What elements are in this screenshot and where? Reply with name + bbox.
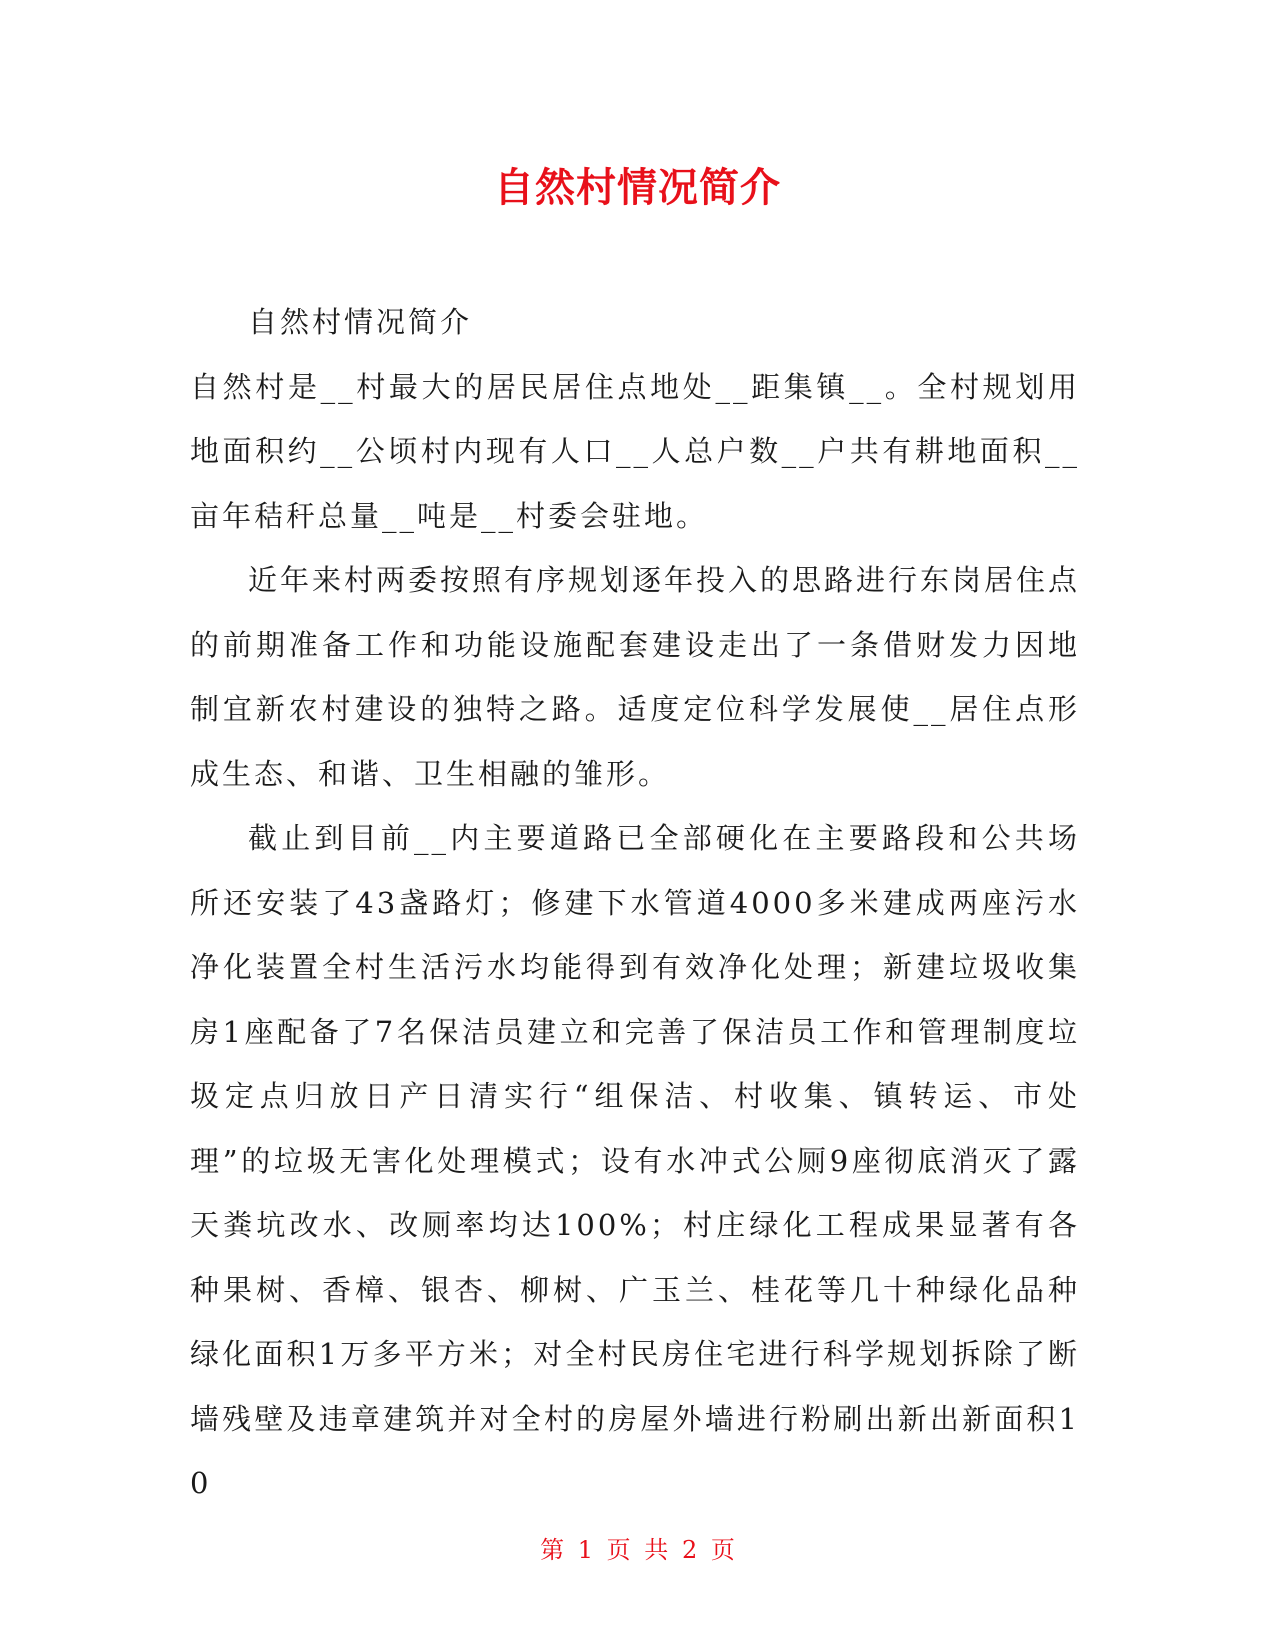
document-subtitle: 自然村情况简介 xyxy=(248,305,473,339)
document-body xyxy=(190,290,1080,1516)
document-title: 自然村情况简介 xyxy=(494,165,781,211)
page-number-footer: 第 1 页 共 2 页 xyxy=(540,1536,735,1564)
paragraph-planning: 近年来村两委按照有序规划逐年投入的思路进行东岗居住点的前期准备工作和功能设施配套建设走出了一条借财发力因地制宜新农村建设的独特之路。适度定位科学发展使__居住点形成生态、和谐、卫生相融的雏形。 xyxy=(190,563,1081,791)
paragraph-achievements: 截止到目前__内主要道路已全部硬化在主要路段和公共场所还安装了43盏路灯；修建下水管道4000多米建成两座污水净化装置全村生活污水均能得到有效净化处理；新建垃圾收集房1座配备了7名保洁员建立和完善了保洁员工作和管理制度垃圾定点归放日产日清实行“组保洁、村收集、镇转运、市处理”的垃圾无害化处理模式；设有水冲式公厕9座彻底消灭了露天粪坑改水、改厕率均达100%；村庄绿化工程成果显著有各种果树、香樟、银杏、柳树、广玉兰、桂花等几十种绿化品种绿化面积1万多平方米；对全村民房住宅进行科学规划拆除了断墙残壁及违章建筑并对全村的房屋外墙进行粉刷出新出新面积10 xyxy=(190,821,1080,1500)
paragraph-intro: 自然村是__村最大的居民居住点地处__距集镇__。全村规划用地面积约__公顷村内现有人口__人总户数__户共有耕地面积__亩年秸秆总量__吨是__村委会驻地。 xyxy=(190,369,1080,533)
